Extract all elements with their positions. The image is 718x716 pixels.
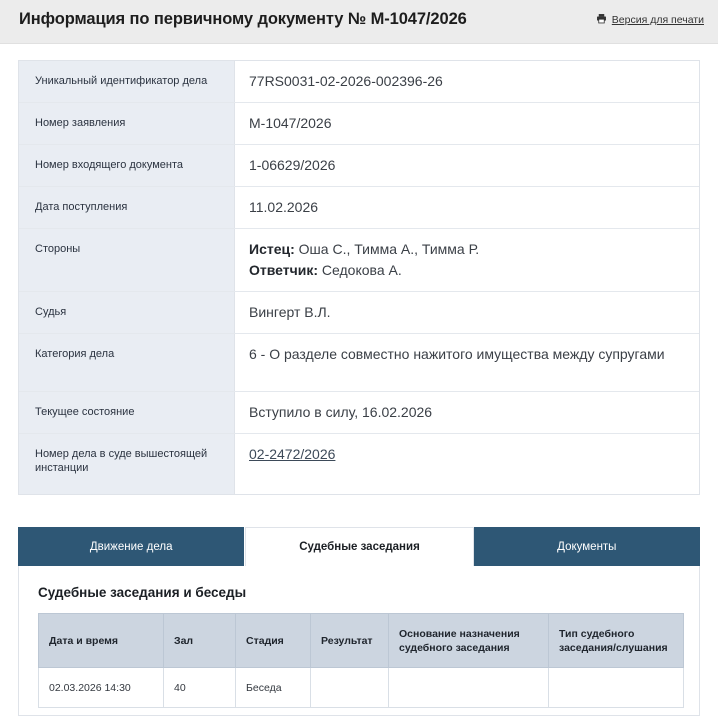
cell-datetime: 02.03.2026 14:30 [39,668,164,708]
info-label: Номер входящего документа [19,145,235,186]
info-row-receipt-date [19,187,699,229]
info-label: Дата поступления [19,187,235,228]
info-row-case-uid [19,61,699,103]
case-info-table [18,60,700,495]
column-header-stage: Стадия [236,614,311,668]
info-row-application-number [19,103,699,145]
court-sessions-panel [18,566,700,716]
tab-case-movement[interactable]: Движение дела [18,527,245,566]
sessions-table-head [39,614,684,668]
info-value-parties [235,229,699,291]
info-row-parties [19,229,699,292]
column-header-session-type: Тип судебного заседания/слушания [549,614,684,668]
tab-court-sessions[interactable]: Судебные заседания [245,527,473,566]
tab-documents[interactable]: Документы [474,527,700,566]
info-label: Категория дела [19,334,235,391]
defendant-line [249,260,685,281]
cell-session-type [549,668,684,708]
info-value-higher-court-case [235,434,699,494]
cell-hall: 40 [164,668,236,708]
defendant-label: Ответчик: [249,262,319,278]
info-value-incoming-number: 1-06629/2026 [235,145,699,186]
page-header [0,0,718,44]
plaintiff-value: Оша С., Тимма А., Тимма Р. [298,241,480,257]
column-header-hall: Зал [164,614,236,668]
info-value-case-category: 6 - О разделе совместно нажитого имущества между супругами [235,334,699,391]
sessions-header-row [39,614,684,668]
info-label: Уникальный идентификатор дела [19,61,235,102]
sessions-table-body [39,668,684,708]
cell-basis [389,668,549,708]
info-row-current-status [19,392,699,434]
cell-result [311,668,389,708]
plaintiff-line [249,239,685,260]
info-row-incoming-number [19,145,699,187]
column-header-result: Результат [311,614,389,668]
panel-title: Судебные заседания и беседы [38,585,247,600]
info-label: Судья [19,292,235,333]
cell-stage: Беседа [236,668,311,708]
column-header-basis: Основание назначения судебного заседания [389,614,549,668]
info-label: Стороны [19,229,235,291]
page-title: Информация по первичному документу № М-1047/2026 [19,10,467,28]
info-row-higher-court-case [19,434,699,494]
info-value-case-uid: 77RS0031-02-2026-002396-26 [235,61,699,102]
print-version-label: Версия для печати [611,14,704,26]
tabs-container [18,527,700,566]
sessions-table [38,613,684,708]
tabs [18,527,700,566]
info-value-receipt-date: 11.02.2026 [235,187,699,228]
info-row-case-category [19,334,699,392]
print-version-link[interactable] [596,13,704,27]
info-label: Текущее состояние [19,392,235,433]
info-value-judge: Вингерт В.Л. [235,292,699,333]
plaintiff-label: Истец: [249,241,295,257]
info-label: Номер дела в суде вышестоящей инстанции [19,434,235,494]
table-row [39,668,684,708]
column-header-datetime: Дата и время [39,614,164,668]
info-value-application-number: М-1047/2026 [235,103,699,144]
printer-icon [596,13,607,27]
info-label: Номер заявления [19,103,235,144]
higher-court-case-link[interactable]: 02-2472/2026 [249,446,336,462]
info-value-current-status: Вступило в силу, 16.02.2026 [235,392,699,433]
info-row-judge [19,292,699,334]
defendant-value: Седокова А. [321,262,402,278]
